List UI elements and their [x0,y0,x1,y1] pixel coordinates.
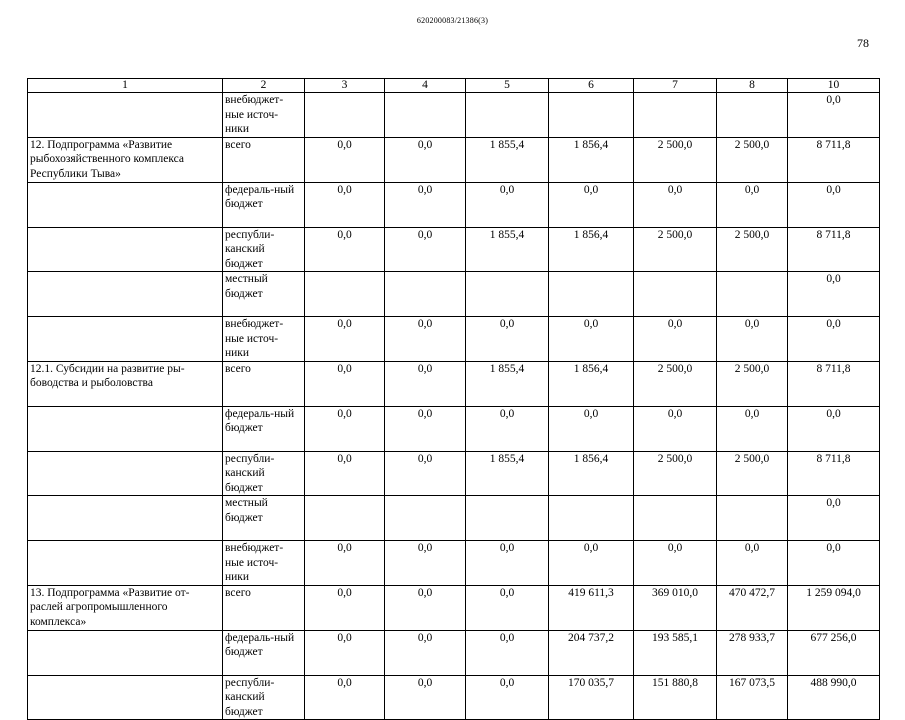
table-row [28,227,880,272]
amount-cell: 8 711,8 [788,137,880,182]
document-code: 620200083/21386(3) [416,16,489,25]
program-name-cell [28,451,223,496]
amount-cell: 0,0 [466,406,549,451]
table-row [28,93,880,138]
column-header: 8 [717,79,788,93]
table-row [28,630,880,675]
amount-cell [466,496,549,541]
amount-cell [717,496,788,541]
page-number: 78 [857,36,869,50]
funding-source-cell: внебюджет-ные источ-ники [223,93,305,138]
funding-source-cell: местный бюджет [223,272,305,317]
column-header: 4 [385,79,466,93]
amount-cell [385,496,466,541]
amount-cell: 0,0 [549,541,634,586]
amount-cell: 0,0 [634,182,717,227]
amount-cell: 0,0 [305,585,385,630]
amount-cell: 0,0 [466,585,549,630]
amount-cell: 0,0 [788,496,880,541]
column-header: 6 [549,79,634,93]
amount-cell: 0,0 [788,406,880,451]
amount-cell [466,93,549,138]
amount-cell: 8 711,8 [788,361,880,406]
amount-cell: 0,0 [788,541,880,586]
amount-cell: 0,0 [385,541,466,586]
amount-cell: 0,0 [305,451,385,496]
amount-cell: 193 585,1 [634,630,717,675]
amount-cell [385,272,466,317]
funding-source-cell: всего [223,585,305,630]
program-name-cell [28,406,223,451]
amount-cell: 1 856,4 [549,361,634,406]
amount-cell: 0,0 [634,541,717,586]
amount-cell: 0,0 [305,541,385,586]
amount-cell: 1 856,4 [549,451,634,496]
column-header: 1 [28,79,223,93]
funding-source-cell: всего [223,361,305,406]
amount-cell: 0,0 [385,182,466,227]
amount-cell: 2 500,0 [717,227,788,272]
program-name-cell [28,630,223,675]
amount-cell [549,496,634,541]
amount-cell: 0,0 [385,137,466,182]
amount-cell: 0,0 [305,675,385,720]
amount-cell: 0,0 [385,451,466,496]
amount-cell: 8 711,8 [788,451,880,496]
amount-cell [385,93,466,138]
table-row [28,541,880,586]
amount-cell: 0,0 [385,406,466,451]
amount-cell: 0,0 [385,630,466,675]
amount-cell: 488 990,0 [788,675,880,720]
column-header: 10 [788,79,880,93]
amount-cell: 1 855,4 [466,361,549,406]
program-name-cell: 12. Подпрограмма «Развитие рыбохозяйственного комплекса Республики Тыва» [28,137,223,182]
table-row [28,361,880,406]
amount-cell: 1 856,4 [549,227,634,272]
amount-cell: 0,0 [788,317,880,362]
amount-cell [549,93,634,138]
program-name-cell: 13. Подпрограмма «Развитие от-раслей агропромышленного комплекса» [28,585,223,630]
amount-cell: 2 500,0 [717,451,788,496]
amount-cell [634,272,717,317]
column-header: 7 [634,79,717,93]
amount-cell: 167 073,5 [717,675,788,720]
amount-cell: 0,0 [385,317,466,362]
amount-cell: 0,0 [305,137,385,182]
amount-cell [305,93,385,138]
amount-cell: 0,0 [385,675,466,720]
amount-cell: 0,0 [305,182,385,227]
table-row [28,272,880,317]
amount-cell: 470 472,7 [717,585,788,630]
amount-cell: 2 500,0 [717,361,788,406]
amount-cell: 204 737,2 [549,630,634,675]
column-header: 2 [223,79,305,93]
amount-cell: 1 855,4 [466,137,549,182]
amount-cell: 0,0 [788,272,880,317]
amount-cell: 0,0 [305,317,385,362]
amount-cell: 0,0 [788,182,880,227]
amount-cell: 8 711,8 [788,227,880,272]
amount-cell: 0,0 [305,406,385,451]
funding-source-cell: внебюджет-ные источ-ники [223,541,305,586]
amount-cell: 1 259 094,0 [788,585,880,630]
amount-cell: 0,0 [305,227,385,272]
table-row [28,496,880,541]
amount-cell: 1 855,4 [466,227,549,272]
column-header: 5 [466,79,549,93]
amount-cell: 0,0 [385,227,466,272]
table-header-row [28,79,880,93]
budget-table [27,78,880,720]
amount-cell: 0,0 [305,630,385,675]
table-row [28,137,880,182]
amount-cell [305,496,385,541]
amount-cell: 0,0 [717,541,788,586]
program-name-cell [28,93,223,138]
funding-source-cell: федераль-ный бюджет [223,630,305,675]
amount-cell: 1 855,4 [466,451,549,496]
amount-cell [305,272,385,317]
amount-cell: 0,0 [717,406,788,451]
amount-cell: 369 010,0 [634,585,717,630]
amount-cell: 0,0 [717,182,788,227]
table-row [28,182,880,227]
program-name-cell [28,272,223,317]
amount-cell [634,93,717,138]
amount-cell: 0,0 [466,182,549,227]
amount-cell: 677 256,0 [788,630,880,675]
funding-source-cell: республи-канский бюджет [223,451,305,496]
amount-cell [634,496,717,541]
table-row [28,317,880,362]
program-name-cell [28,317,223,362]
amount-cell [717,93,788,138]
funding-source-cell: республи-канский бюджет [223,227,305,272]
amount-cell: 419 611,3 [549,585,634,630]
program-name-cell [28,675,223,720]
amount-cell: 0,0 [466,541,549,586]
funding-source-cell: федераль-ный бюджет [223,406,305,451]
funding-source-cell: республи-канский бюджет [223,675,305,720]
amount-cell [717,272,788,317]
amount-cell: 0,0 [549,182,634,227]
amount-cell [549,272,634,317]
amount-cell: 0,0 [466,630,549,675]
table-row [28,675,880,720]
funding-source-cell: всего [223,137,305,182]
column-header: 3 [305,79,385,93]
amount-cell: 0,0 [466,317,549,362]
amount-cell: 0,0 [385,585,466,630]
table-row [28,585,880,630]
amount-cell: 0,0 [466,675,549,720]
table-row [28,406,880,451]
amount-cell: 0,0 [788,93,880,138]
program-name-cell [28,541,223,586]
amount-cell [466,272,549,317]
program-name-cell [28,227,223,272]
amount-cell: 0,0 [634,406,717,451]
program-name-cell [28,182,223,227]
amount-cell: 1 856,4 [549,137,634,182]
funding-source-cell: федераль-ный бюджет [223,182,305,227]
amount-cell: 2 500,0 [717,137,788,182]
program-name-cell: 12.1. Субсидии на развитие ры-боводства и рыболовства [28,361,223,406]
amount-cell: 2 500,0 [634,137,717,182]
amount-cell: 0,0 [385,361,466,406]
funding-source-cell: внебюджет-ные источ-ники [223,317,305,362]
amount-cell: 151 880,8 [634,675,717,720]
amount-cell: 0,0 [634,317,717,362]
program-name-cell [28,496,223,541]
amount-cell: 278 933,7 [717,630,788,675]
amount-cell: 2 500,0 [634,227,717,272]
amount-cell: 0,0 [717,317,788,362]
amount-cell: 2 500,0 [634,451,717,496]
amount-cell: 0,0 [549,317,634,362]
amount-cell: 0,0 [305,361,385,406]
amount-cell: 170 035,7 [549,675,634,720]
funding-source-cell: местный бюджет [223,496,305,541]
table-row [28,451,880,496]
amount-cell: 2 500,0 [634,361,717,406]
amount-cell: 0,0 [549,406,634,451]
